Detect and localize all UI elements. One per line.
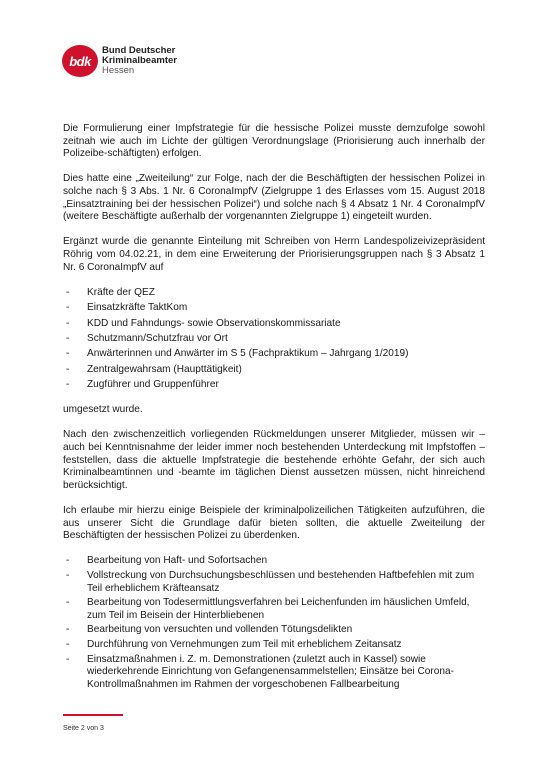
paragraph: Ergänzt wurde die genannte Einteilung mit Schreiben von Herrn Landespolizeivizepräsident Röhrig vom 04.02.21, in dem eine Erweiterung der Priorisierungsgruppen nach § 3 Absatz 1 Nr. 6 CoronaImpfV auf (63, 236, 485, 273)
paragraph: Dies hatte eine „Zweiteilung“ zur Folge, nach der die Beschäftigten der hessischen Polizei in solche nach § 3 Abs. 1 Nr. 6 CoronaImpfV (Zielgruppe 1 des Erlasses vom 15. August 2018 „Einsatztraining bei der hessischen Polizei“) und solche nach § 4 Absatz 1 Nr. 4 CoronaImpfV (weitere Beschäftigte außerhalb der vorgenannten Zielgruppe 1) eingeteilt wurden. (63, 173, 485, 223)
org-name (102, 46, 177, 76)
paragraph: Die Formulierung einer Impfstrategie für die hessische Polizei musste demzufolge sowohl zeitnah wie auch im Lichte der gültigen Verordnungslage (Priorisierung auch innerhalb der Polizeibe-schäftigten) erfolgen. (63, 123, 485, 160)
paragraph: umgesetzt wurde. (63, 404, 143, 416)
list-item: - Zugführer und Gruppenführer (63, 379, 485, 392)
org-line-2: Kriminalbeamter (102, 55, 177, 66)
letterhead (62, 45, 177, 77)
list-item: - KDD und Fahndungs- sowie Observationskommissariate (63, 318, 485, 331)
org-line-1: Bund Deutscher (102, 45, 176, 56)
paragraph: Ich erlaube mir hierzu einige Beispiele der kriminalpolizeilichen Tätigkeiten aufzuführen, die aus unserer Sicht die Grundlage dafür bieten sollten, die aktuelle Zweiteilung der Beschäftigten der hessischen Polizei zu überdenken. (63, 505, 485, 542)
bdk-logo (62, 45, 98, 77)
letter-body (63, 123, 485, 704)
list-item: - Einsatzmaßnahmen i. Z. m. Demonstrationen (zuletzt auch in Kassel) sowie wiederkehrende Einrichtung von Gefangenensammelstellen; Einsätze bei Corona-Kontrollmaßnahmen im Rahmen der vorgeschobenen Fallbearbeitung (63, 654, 485, 692)
page-number: Seite 2 von 3 (63, 725, 104, 732)
activities-list (63, 555, 485, 691)
list-item: - Bearbeitung von Haft- und Sofortsachen (63, 555, 485, 568)
list-item: - Zentralgewahrsam (Haupttätigkeit) (63, 364, 485, 377)
list-item: - Einsatzkräfte TaktKom (63, 302, 485, 315)
logo-text: bdk (69, 53, 91, 69)
list-item: - Kräfte der QEZ (63, 287, 485, 300)
priority-groups-list (63, 287, 485, 392)
paragraph: Nach den zwischenzeitlich vorliegenden Rückmeldungen unserer Mitglieder, müssen wir – auch bei Kenntnisnahme der leider immer noch bestehenden Unterdeckung mit Impfstoffen – feststellen, dass die aktuelle Impfstrategie die bestehende erhöhte Gefahr, der sich auch Kriminalbeamtinnen und -beamte im täglichen Dienst aussetzen müssen, nicht hinreichend berücksichtigt. (63, 429, 485, 491)
org-line-3: Hessen (102, 65, 135, 76)
list-item: - Anwärterinnen und Anwärter im S 5 (Fachpraktikum – Jahrgang 1/2019) (63, 348, 485, 361)
list-item: - Vollstreckung von Durchsuchungsbeschlüssen und bestehenden Haftbefehlen mit zum Teil erheblichem Kräfteansatz (63, 570, 485, 595)
list-item: - Bearbeitung von Todesermittlungsverfahren bei Leichenfunden im häuslichen Umfeld, zum Teil im Beisein der Hinterbliebenen (63, 597, 485, 622)
list-item: - Durchführung von Vernehmungen zum Teil mit erheblichem Zeitansatz (63, 639, 485, 652)
list-item: - Bearbeitung von versuchten und vollenden Tötungsdelikten (63, 624, 485, 637)
list-item: - Schutzmann/Schutzfrau vor Ort (63, 333, 485, 346)
footer-divider (63, 714, 123, 716)
